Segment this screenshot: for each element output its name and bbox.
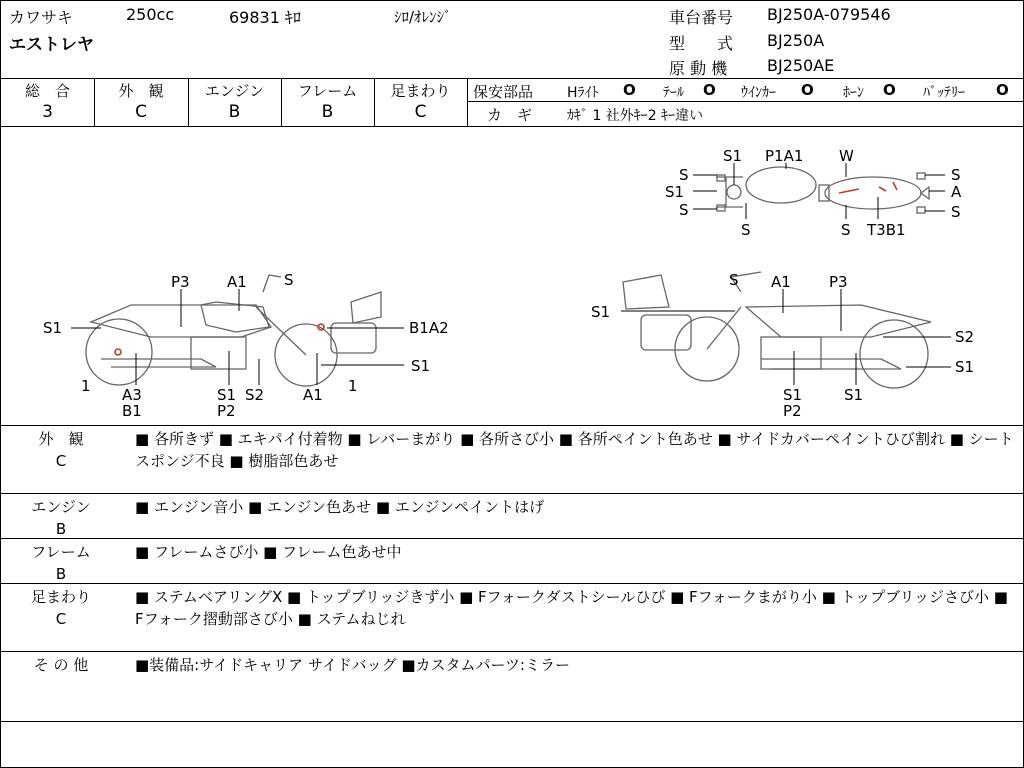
grade-label-engine: エンジン (204, 82, 265, 100)
divider (1, 493, 1023, 494)
section-grade-engine: B (55, 520, 67, 538)
section-label-other: そ の 他 (33, 656, 89, 674)
frame-number-label: 車台番号 (669, 8, 734, 27)
grade-label-suspension: 足まわり (390, 82, 451, 100)
divider (1, 651, 1023, 652)
callout-label: B1 (122, 402, 142, 420)
section-text-frame: ■ フレームさび小 ■ フレーム色あせ中 (135, 543, 402, 561)
callout-label: P2 (783, 402, 802, 420)
section-text-suspension: ■ ステムベアリングX ■ トップブリッジきず小 ■ Fフォークダストシールひび ■ Fフォークまがり小 ■ トップブリッジさび小 ■ Fフォーク摺動部さび小 ■ ステムねじれ (135, 588, 1008, 628)
winker-status: O (801, 81, 814, 99)
section-label-engine: エンジン (31, 498, 91, 516)
frame-number: BJ250A-079546 (767, 5, 891, 24)
callout-label: A1 (303, 386, 323, 404)
callout-label: S (729, 271, 739, 289)
grade-label-frame: フレーム (297, 82, 358, 100)
callout-label: S1 (411, 357, 431, 375)
grade-value-overall: 3 (42, 102, 53, 122)
callout-label: S (951, 203, 961, 221)
section-grade-suspension: C (55, 610, 67, 628)
callout-label: S1 (665, 183, 685, 201)
headlight-label: Hﾗｲﾄ (567, 85, 599, 101)
divider (1, 425, 1023, 426)
grade-value-exterior: C (135, 102, 147, 122)
callout-label: S (841, 221, 851, 239)
grade-value-suspension: C (414, 102, 427, 122)
callout-label: S (741, 221, 751, 239)
callout-label: S (951, 166, 961, 184)
callout-label: S1 (955, 358, 975, 376)
divider (1, 583, 1023, 584)
key-label: カ ギ (487, 106, 533, 124)
grade-label-exterior: 外 観 (118, 82, 164, 100)
callout-label: P3 (829, 273, 848, 291)
callout-label: P1A1 (765, 147, 804, 165)
damage-diagram (1, 127, 1023, 425)
key-detail: ｶｷﾞ 1 社外ｷｰ2 ｷｰ違い (567, 108, 704, 124)
section-text-other: ■装備品:サイドキャリア サイドバッグ ■カスタムパーツ:ミラー (135, 656, 570, 674)
top-view-labels (665, 147, 962, 239)
callout-label: A1 (771, 273, 791, 291)
headlight-status: O (623, 81, 636, 99)
battery-status: O (996, 81, 1009, 99)
callout-label: S (679, 166, 689, 184)
callout-label: B1A2 (409, 319, 449, 337)
engine-label: 原 動 機 (669, 59, 728, 78)
maker: カワサキ (9, 8, 74, 27)
type-value: BJ250A (767, 31, 825, 50)
engine-value: BJ250AE (767, 56, 835, 75)
horn-status: O (883, 81, 896, 99)
divider (1, 721, 1023, 722)
callout-label: S1 (591, 303, 611, 321)
taillight-status: O (703, 81, 716, 99)
taillight-label: ﾃｰﾙ (663, 85, 684, 101)
callout-label: S1 (723, 147, 743, 165)
divider (1, 538, 1023, 539)
damage-mark (839, 182, 897, 193)
grade-value-frame: B (321, 102, 334, 122)
section-grade-exterior: C (55, 452, 67, 470)
callout-label: 1 (348, 377, 358, 395)
callout-label: S2 (955, 328, 975, 346)
divider (1, 78, 1023, 79)
displacement: 250cc (126, 5, 175, 24)
grade-value-engine: B (228, 102, 241, 122)
callout-label: S2 (245, 386, 265, 404)
section-label-suspension: 足まわり (30, 588, 91, 606)
callout-label: S1 (217, 386, 237, 404)
callout-label: T3B1 (867, 221, 906, 239)
section-label-frame: フレーム (31, 543, 91, 561)
color: ｼﾛ/ｵﾚﾝｼﾞ (394, 8, 452, 26)
callout-label: S1 (43, 319, 63, 337)
callout-label: S (284, 271, 294, 289)
winker-label: ｳｲﾝｶｰ (741, 85, 776, 101)
callout-label: S (679, 201, 689, 219)
divider (467, 78, 468, 126)
type-label: 型 式 (669, 34, 734, 53)
callout-label: 1 (81, 377, 91, 395)
section-text-engine: ■ エンジン音小 ■ エンジン色あせ ■ エンジンペイントはげ (135, 498, 545, 516)
callout-label: S1 (783, 386, 803, 404)
callout-label: P3 (171, 273, 190, 291)
safety-label: 保安部品 (473, 83, 534, 101)
horn-label: ﾎｰﾝ (843, 85, 864, 101)
mileage: 69831 ｷﾛ (229, 8, 301, 27)
section-label-exterior: 外 観 (38, 430, 84, 448)
callout-label: S1 (844, 386, 864, 404)
callout-label: A1 (227, 273, 247, 291)
callout-label: W (839, 147, 854, 165)
battery-label: ﾊﾞｯﾃﾘｰ (923, 85, 965, 101)
model-name: エストレヤ (9, 35, 94, 55)
motorcycle-left-view (86, 275, 381, 386)
grade-label-overall: 総 合 (24, 82, 70, 100)
callout-label: A (951, 183, 962, 201)
callout-label: P2 (217, 402, 236, 420)
section-grade-frame: B (55, 565, 67, 583)
section-text-exterior: ■ 各所きず ■ エキパイ付着物 ■ レバーまがり ■ 各所さび小 ■ 各所ペイント色あせ ■ サイドカバーペイントひび割れ ■ シートスポンジ不良 ■ 樹脂部色あせ (135, 430, 1014, 470)
callout-label: A3 (122, 386, 142, 404)
motorcycle-top-view (716, 167, 929, 213)
